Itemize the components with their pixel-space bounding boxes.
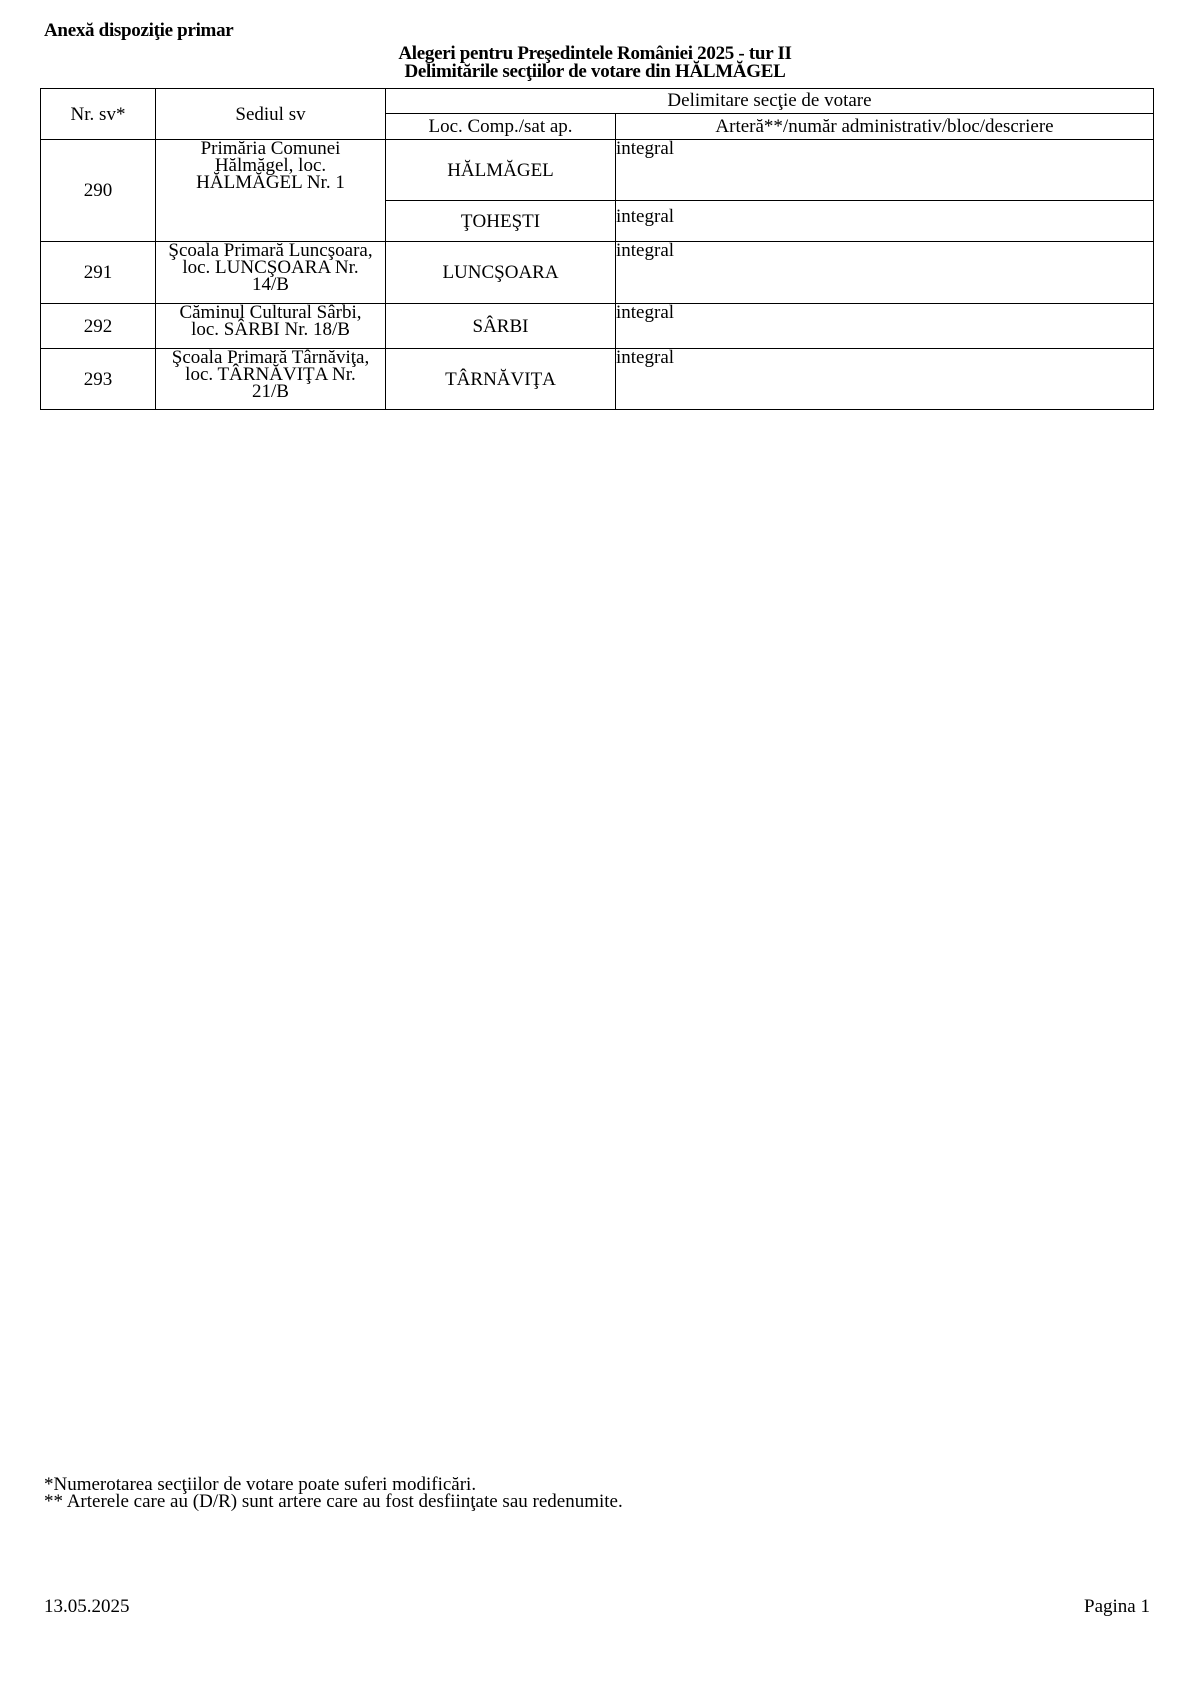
cell-artera: integral (616, 242, 1154, 304)
annex-label: Anexă dispoziţie primar (44, 20, 234, 41)
cell-artera: integral (616, 140, 1154, 201)
cell-artera: integral (616, 304, 1154, 349)
sediu-line: Primăria Comunei (200, 138, 341, 159)
cell-artera: integral (616, 201, 1154, 242)
document-title: Alegeri pentru Preşedintele României 2025 - tur II (398, 43, 792, 64)
page-number: Pagina 1 (1084, 1596, 1150, 1617)
header-sediu-sv: Sediul sv (156, 89, 386, 140)
table-row (41, 140, 1154, 201)
cell-localitate: HĂLMĂGEL (386, 140, 616, 201)
cell-artera: integral (616, 349, 1154, 410)
cell-localitate: TÂRNĂVIŢA (386, 349, 616, 410)
footnote-arteries: ** Arterele care au (D/R) sunt artere care au fost desfiinţate sau redenumite. (44, 1491, 623, 1512)
sediu-line: Şcoala Primară Luncşoara, (168, 240, 373, 261)
cell-nr: 292 (41, 304, 156, 349)
sediu-line: loc. SÂRBI Nr. 18/B (191, 319, 350, 340)
cell-localitate: LUNCŞOARA (386, 242, 616, 304)
cell-sediu (156, 242, 386, 304)
header-nr-sv: Nr. sv* (41, 89, 156, 140)
cell-sediu (156, 140, 386, 242)
document-subtitle: Delimitările secţiilor de votare din HĂLMĂGEL (404, 61, 786, 82)
header-localitate: Loc. Comp./sat ap. (386, 113, 616, 139)
sediu-line: Căminul Cultural Sârbi, (179, 302, 362, 323)
sediu-line: 21/B (252, 381, 289, 402)
cell-sediu (156, 349, 386, 410)
cell-nr: 291 (41, 242, 156, 304)
header-artera: Arteră**/număr administrativ/bloc/descriere (616, 113, 1154, 139)
cell-sediu (156, 304, 386, 349)
cell-nr: 290 (41, 140, 156, 242)
sediu-line: HĂLMĂGEL Nr. 1 (196, 172, 345, 193)
document-date: 13.05.2025 (44, 1596, 130, 1617)
sediu-line: loc. TÂRNĂVIŢA Nr. (185, 364, 356, 385)
sediu-line: Şcoala Primară Târnăviţa, (171, 347, 370, 368)
sediu-line: Hălmăgel, loc. (214, 155, 327, 176)
cell-nr: 293 (41, 349, 156, 410)
cell-localitate: SÂRBI (386, 304, 616, 349)
footnote-numbering: *Numerotarea secţiilor de votare poate suferi modificări. (44, 1474, 477, 1495)
polling-sections-table (40, 88, 1154, 410)
cell-localitate: ŢOHEŞTI (386, 201, 616, 242)
sediu-line: loc. LUNCŞOARA Nr. (182, 257, 359, 278)
table-row (41, 242, 1154, 304)
header-delimitare: Delimitare secţie de votare (386, 89, 1154, 114)
sediu-line: 14/B (252, 274, 289, 295)
table-row (41, 304, 1154, 349)
table-row (41, 349, 1154, 410)
